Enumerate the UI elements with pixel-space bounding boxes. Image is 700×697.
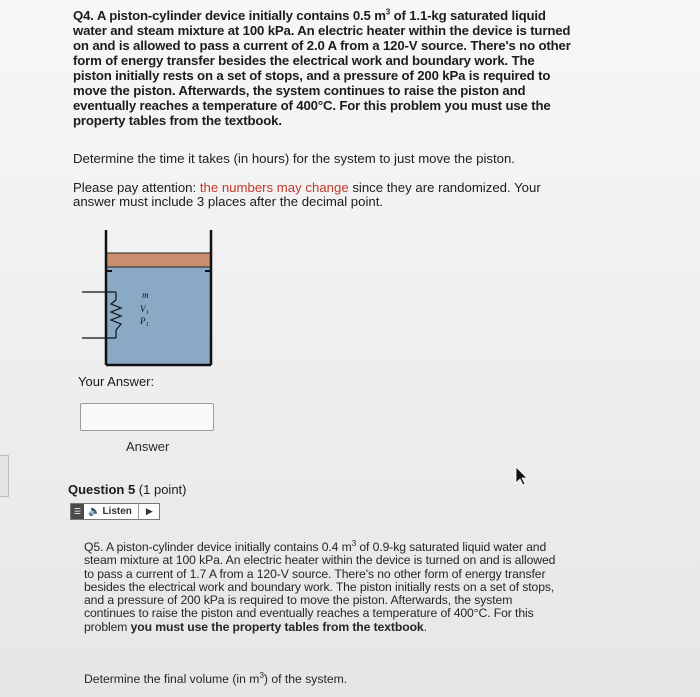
question-5-determine — [84, 672, 484, 686]
attention-start: Please pay attention: — [73, 180, 200, 195]
your-answer-label: Your Answer: — [78, 374, 155, 389]
pressure-label: P₁ — [140, 316, 149, 326]
question-5-determine-a: Determine the final volume (in m — [84, 672, 260, 686]
question-5-title: Question 5 — [68, 482, 136, 497]
question-5-points: (1 point) — [135, 482, 187, 497]
question-5-determine-b: ) of the system. — [263, 672, 348, 686]
volume-label: V₁ — [140, 304, 149, 314]
question-4-text — [73, 8, 573, 128]
attention-red-text: the numbers may change — [199, 180, 349, 195]
attention-note — [73, 181, 553, 209]
cubic-superscript: 3 — [385, 7, 391, 17]
mass-label: m — [142, 290, 149, 300]
piston — [106, 253, 211, 267]
question-4-text-part2: of 1.1-kg saturated liquid water and steam mixture at 100 kPa. An electric heater within the device is turned on and is allowed to pass a current of 2.0 A from a 120-V source. There's no other form of energy transfer besides the electrical work and boundary work. The piston initially rests on a set of stops, and a pressure of 200 kPa is required to move the piston. Afterwards, the system continues to raise the piston and eventually reaches a temperature of 400°C. For this problem you must use the property tables from the textbook. — [73, 8, 571, 128]
question-4-determine: Determine the time it takes (in hours) for the system to just move the piston. — [73, 151, 515, 166]
play-icon[interactable]: ▶ — [145, 506, 153, 516]
side-panel-tab[interactable] — [0, 455, 9, 497]
toolbar-divider — [138, 504, 139, 519]
listen-toolbar[interactable] — [70, 503, 160, 520]
mouse-cursor-icon — [515, 466, 529, 486]
cylinder-contents — [106, 253, 211, 365]
speaker-icon: 🔈 — [88, 506, 101, 517]
cubic-superscript: 3 — [259, 670, 264, 680]
question-5-text — [84, 538, 562, 634]
question-4-text-part1: Q4. A piston-cylinder device initially contains 0.5 m — [73, 8, 386, 23]
question-5-text-part3: . — [423, 619, 427, 634]
piston-cylinder-diagram — [80, 220, 230, 370]
question-5-text-part1: Q5. A piston-cylinder device initially contains 0.4 m — [84, 540, 352, 554]
attention-end: since they are randomized. Your answer must include 3 places after the decimal point. — [73, 180, 541, 209]
question-5-bold-text: you must use the property tables from the textbook — [130, 619, 424, 634]
listen-label[interactable]: Listen — [102, 506, 132, 517]
question-5-text-part2: of 0.9-kg saturated liquid water and steam mixture at 100 kPa. An electric heater within the device is turned on and is allowed to pass a current of 1.7 A from a 120-V source. There's no other form of energy transfer besides the electrical work and boundary work. The piston initially rests on a set of stops, and a pressure of 200 kPa is required to move the piston. Afterwards, the system continues to raise the piston and eventually reaches a temperature of 400°C. For this problem — [84, 540, 556, 634]
cubic-superscript: 3 — [351, 538, 357, 548]
answer-button[interactable]: Answer — [126, 439, 170, 454]
answer-input[interactable] — [80, 403, 214, 431]
question-5-header — [68, 482, 187, 497]
menu-icon[interactable]: ☰ — [71, 504, 84, 519]
